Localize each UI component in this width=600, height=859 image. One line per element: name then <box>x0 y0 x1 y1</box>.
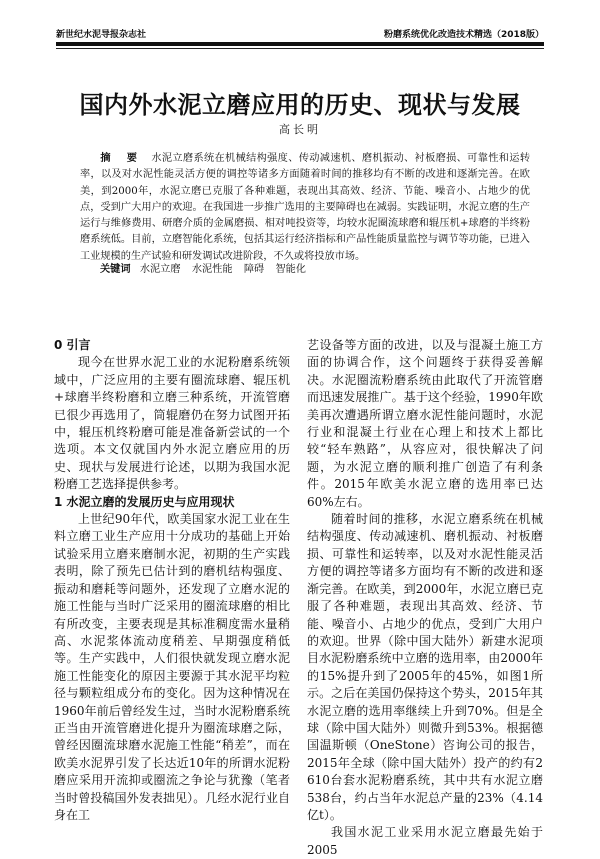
abstract <box>80 150 530 265</box>
abstract-label: 摘 要 <box>100 152 144 164</box>
section-heading-introduction: 0 引言 <box>54 338 91 352</box>
article-title: 国内外水泥立磨应用的历史、现状与发展 <box>79 90 521 119</box>
paragraph: 上世纪90年代，欧美国家水泥工业在生料立磨工业生产应用十分成功的基础上开始试验采用立磨来磨制水泥，初期的生产实践表明，除了预先已估计到的磨机结构强度、振动和磨耗等问题外，还发现了立磨水泥的施工性能与当时广泛采用的圈流球磨的相比有所改变，主要表现是其标准稠度需水量稍高、水泥浆体流动度稍差、早期强度稍低等。生产实践中，人们很快就发现立磨水泥施工性能变化的原因主要源于其水泥平均粒径与颗粒组成分布的变化。因为这种情况在1960年前后曾经发生过，当时水泥粉磨系统正当由开流管磨进化提升为圈流球磨之际，曾经因圈流球磨水泥施工性能“稍差”，而在欧美水泥界引发了长达近10年的所谓水泥粉磨应采用开流抑或圈流之争论与犹豫（笔者当时曾投稿国外发表拙见）。几经水泥行业自身在工 <box>54 512 290 822</box>
keyword: 障碍 <box>243 264 265 275</box>
article-author: 高长明 <box>279 123 321 136</box>
keyword: 智能化 <box>275 264 306 275</box>
body-column-left <box>54 337 290 824</box>
running-header-publication: 粉磨系统优化改造技术精选（2018版） <box>383 30 544 40</box>
header-rule-thick <box>56 42 544 46</box>
keyword: 水泥性能 <box>191 264 233 275</box>
body-column-right <box>307 337 543 859</box>
running-header-publisher: 新世纪水泥导报杂志社 <box>56 30 147 40</box>
section-heading-history: 1 水泥立磨的发展历史与应用现状 <box>54 494 235 509</box>
keyword: 水泥立磨 <box>139 264 181 275</box>
paragraph: 随着时间的推移，水泥立磨系统在机械结构强度、传动减速机、磨机振动、衬板磨损、可靠性和运转率，以及对水泥性能灵活方便的调控等诸多方面均有不断的改进和逐渐完善。在欧美，到2000年，水泥立磨已克服了各种难题，表现出其高效、经济、节能、噪音小、占地少的优点，受到广大用户的欢迎。世界（除中国大陆外）新建水泥项目水泥粉磨系统中立磨的选用率，由2000年的15%提升到了2005年的45%，如图1所示。之后在美国仍保持这个势头，2015年其水泥立磨的选用率继续上升到70%。但是全球（除中国大陆外）则微升到53%。根据德国温斯顿（OneStone）咨询公司的报告，2015年全球（除中国大陆外）投产的约有2 610台套水泥粉磨系统，其中共有水泥立磨538台，约占当年水泥总产量的23%（4.14亿t）。 <box>307 512 543 822</box>
abstract-text: 水泥立磨系统在机械结构强度、传动减速机、磨机振动、衬板磨损、可靠性和运转率，以及对水泥性能灵活方便的调控等诸多方面随着时间的推移均有不断的改进和逐渐完善。在欧美，到2000年，水泥立磨已克服了各种难题，表现出其高效、经济、节能、噪音小、占地少的优点，受到广大用户的欢迎。在我国进一步推广选用的主要障碍也在减弱。实践证明，水泥立磨的生产运行与维修费用、研磨介质的金属磨损、相对吨投资等，均较水泥圈流球磨和辊压机+球磨的半终粉磨系统低。目前，立磨智能化系统，包括其运行经济指标和产品性能质量监控与调节等功能，已进入工业规模的生产试验和研发调试改进阶段，不久或将投放市场。 <box>80 153 531 262</box>
header-rule-thin <box>56 48 544 49</box>
paragraph: 现今在世界水泥工业的水泥粉磨系统领域中，广泛应用的主要有圈流球磨、辊压机+球磨半终粉磨和立磨三种系统，开流管磨已很少再选用了，筒辊磨仍在努力试图开拓中，辊压机终粉磨可能是准备新尝试的一个选项。本文仅就国内外水泥立磨应用的历史、现状与发展进行论述，以期为我国水泥粉磨工艺选择提供参考。 <box>54 355 290 492</box>
keywords <box>100 260 314 275</box>
paragraph-continued: 艺设备等方面的改进，以及与混凝土施工方面的协调合作，这个问题终于获得妥善解决。水泥圈流粉磨系统由此取代了开流管磨而迅速发展推广。基于这个经验，1990年欧美再次遭遇所谓立磨水泥性能问题时，水泥行业和混凝土行业在心理上和技术上都比较“轻车熟路”，从容应对，很快解决了问题，为水泥立磨的顺利推广创造了有利条件。2015年欧美水泥立磨的选用率已达60%左右。 <box>307 338 543 509</box>
keywords-label: 关键词 <box>100 263 131 275</box>
paragraph: 我国水泥工业采用水泥立磨最先始于2005 <box>307 825 543 857</box>
